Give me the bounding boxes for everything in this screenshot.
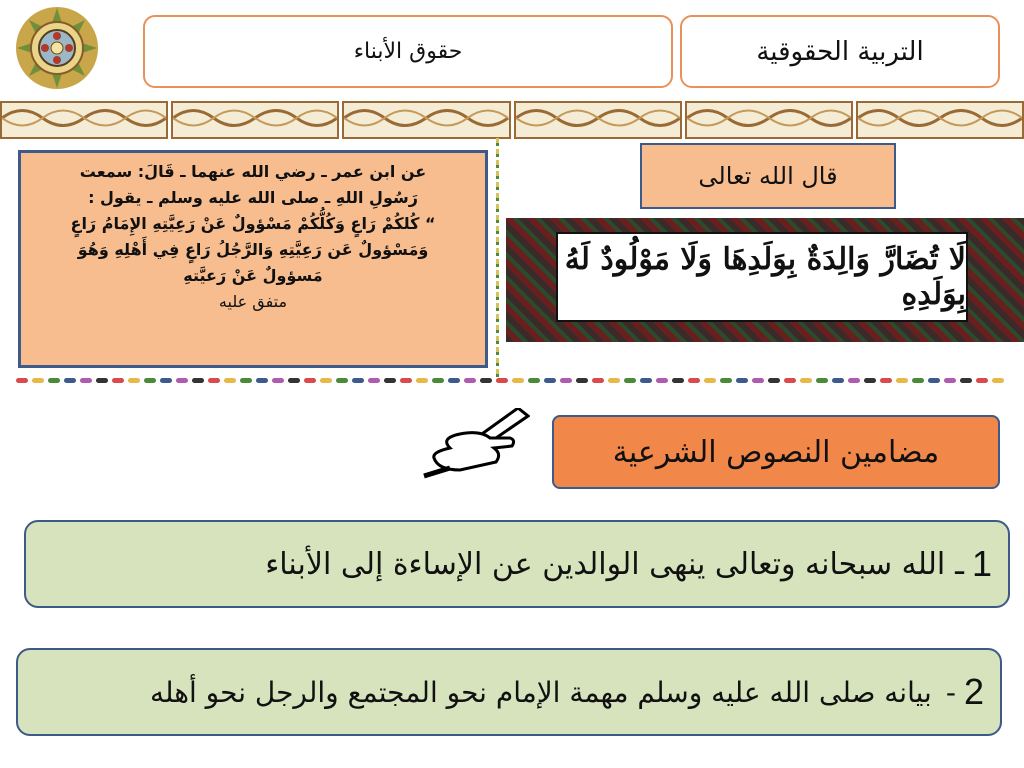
quran-verse xyxy=(556,232,968,322)
divider-dash xyxy=(944,378,956,383)
vertical-divider xyxy=(496,138,499,382)
writing-hand-icon xyxy=(420,408,530,480)
divider-dash xyxy=(192,378,204,383)
point-separator: ـ xyxy=(955,546,964,582)
divider-dash xyxy=(96,378,108,383)
point-number: 1 xyxy=(971,543,992,584)
divider-dash xyxy=(432,378,444,383)
divider-dash xyxy=(528,378,540,383)
divider-dash xyxy=(480,378,492,383)
divider-dash xyxy=(112,378,124,383)
divider-dash xyxy=(464,378,476,383)
divider-dash xyxy=(832,378,844,383)
divider-dash xyxy=(768,378,780,383)
divider-dash xyxy=(800,378,812,383)
section-subtitle-text: مضامين النصوص الشرعية xyxy=(612,434,940,470)
divider-dash xyxy=(992,378,1004,383)
divider-dash xyxy=(128,378,140,383)
lesson-title-text: حقوق الأبناء xyxy=(353,39,463,64)
divider-dash xyxy=(80,378,92,383)
hadith-line: “ كُلكُمْ رَاعٍ وَكُلُّكُمْ مَسْؤولٌ عَنْ رَعِيَّتِهِ الإِمَامُ رَاعٍ xyxy=(70,214,436,233)
point-text: الله سبحانه وتعالى ينهى الوالدين عن الإساءة إلى الأبناء xyxy=(265,546,946,582)
divider-dash xyxy=(896,378,908,383)
divider-dash xyxy=(304,378,316,383)
hadith-box xyxy=(18,150,488,368)
divider-dash xyxy=(704,378,716,383)
ornament-panel xyxy=(685,101,853,139)
divider-dash xyxy=(576,378,588,383)
ornament-panel xyxy=(342,101,510,139)
lesson-title xyxy=(143,15,673,88)
point-separator: - xyxy=(945,675,956,709)
divider-dash xyxy=(864,378,876,383)
divider-dash xyxy=(608,378,620,383)
divider-dash xyxy=(544,378,556,383)
subject-title xyxy=(680,15,1000,88)
divider-dash xyxy=(624,378,636,383)
divider-dash xyxy=(320,378,332,383)
quran-intro-text: قال الله تعالى xyxy=(698,162,838,190)
divider-dash xyxy=(656,378,668,383)
divider-dash xyxy=(848,378,860,383)
divider-dash xyxy=(160,378,172,383)
divider-dash xyxy=(672,378,684,383)
divider-dash xyxy=(976,378,988,383)
divider-dash xyxy=(32,378,44,383)
quran-verse-text: لَا تُضَارَّ وَالِدَةٌ بِوَلَدِهَا وَلَا مَوْلُودٌ لَهُ بِوَلَدِهِ xyxy=(564,242,966,312)
divider-dash xyxy=(48,378,60,383)
divider-dash xyxy=(512,378,524,383)
divider-dash xyxy=(720,378,732,383)
divider-dash xyxy=(688,378,700,383)
ornament-panel xyxy=(514,101,682,139)
divider-dash xyxy=(816,378,828,383)
hadith-source: متفق عليه xyxy=(218,292,288,311)
divider-dash xyxy=(400,378,412,383)
divider-dash xyxy=(560,378,572,383)
divider-dash xyxy=(368,378,380,383)
hadith-line: رَسُولِ اللهِ ـ صلى الله عليه وسلم ـ يقول : xyxy=(88,188,418,207)
divider-dash xyxy=(592,378,604,383)
divider-dash xyxy=(16,378,28,383)
divider-dash xyxy=(272,378,284,383)
ornament-panel xyxy=(171,101,339,139)
divider-dash xyxy=(352,378,364,383)
divider-dash xyxy=(208,378,220,383)
divider-dash xyxy=(336,378,348,383)
divider-dash xyxy=(64,378,76,383)
divider-dash xyxy=(448,378,460,383)
divider-dash xyxy=(752,378,764,383)
point-item xyxy=(24,520,1010,608)
divider-dash xyxy=(640,378,652,383)
divider-dash xyxy=(496,378,508,383)
divider-dash xyxy=(960,378,972,383)
ornament-panel xyxy=(0,101,168,139)
divider-dash xyxy=(880,378,892,383)
divider-dash xyxy=(288,378,300,383)
ornament-panel xyxy=(856,101,1024,139)
point-text: بيانه صلى الله عليه وسلم مهمة الإمام نحو المجتمع والرجل نحو أهله xyxy=(149,675,932,709)
quran-intro-box xyxy=(640,143,896,209)
divider-dash xyxy=(736,378,748,383)
divider-dash xyxy=(176,378,188,383)
point-number: 2 xyxy=(963,671,984,712)
divider-dash xyxy=(912,378,924,383)
divider-dash xyxy=(224,378,236,383)
point-item xyxy=(16,648,1002,736)
section-subtitle xyxy=(552,415,1000,489)
divider-dash xyxy=(256,378,268,383)
divider-dash xyxy=(416,378,428,383)
ornamental-border xyxy=(0,101,1024,135)
hadith-line: وَمَسْؤولٌ عَن رَعِيَّتِهِ وَالرَّجُلُ رَاعٍ فِي أَهْلِهِ وَهُوَ xyxy=(77,240,429,259)
ornamental-medallion-icon xyxy=(14,5,100,91)
horizontal-divider xyxy=(16,376,1022,384)
divider-dash xyxy=(784,378,796,383)
hadith-line: عن ابن عمر ـ رضي الله عنهما ـ قَالَ: سمعت xyxy=(79,162,427,181)
hadith-line: مَسؤولٌ عَنْ رَعيَّتهِ xyxy=(183,266,323,285)
divider-dash xyxy=(240,378,252,383)
divider-dash xyxy=(144,378,156,383)
divider-dash xyxy=(384,378,396,383)
subject-title-text: التربية الحقوقية xyxy=(756,36,924,67)
divider-dash xyxy=(928,378,940,383)
